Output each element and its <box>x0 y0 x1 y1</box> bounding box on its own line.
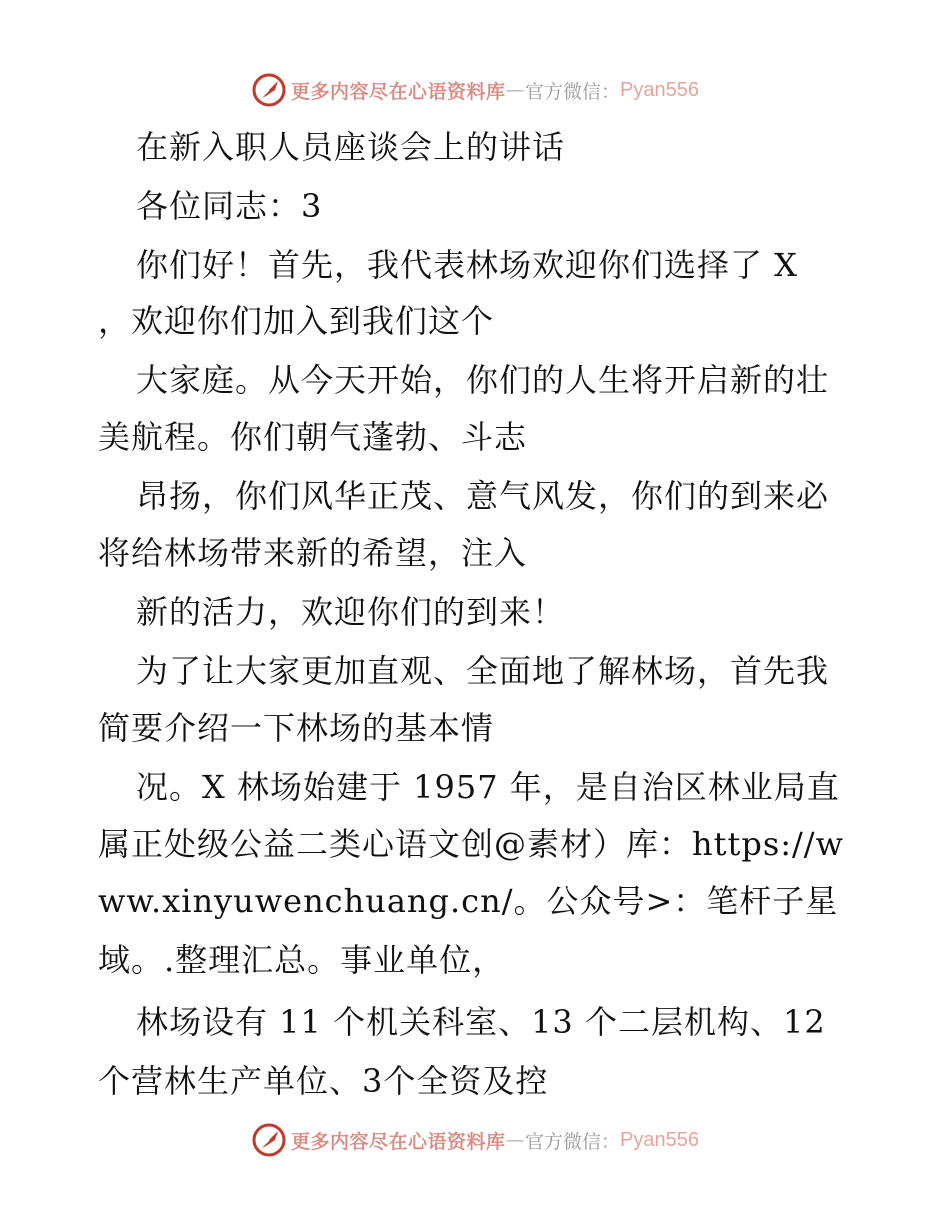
text-line: 大家庭。从今天开始，你们的人生将开启新的壮 <box>136 361 830 399</box>
text-line: 你们好！首先，我代表林场欢迎你们选择了 X <box>136 246 798 284</box>
text-line: 美航程。你们朝气蓬勃、斗志 <box>98 418 528 456</box>
text-line: 林场设有 11 个机关科室、13 个二层机构、12 <box>136 1003 826 1041</box>
text-line: 昂扬，你们风华正茂、意气风发，你们的到来必 <box>136 477 830 515</box>
quill-pen-circle-icon <box>251 1122 287 1158</box>
text-line: 况。X 林场始建于 1957 年，是自治区林业局直 <box>136 768 840 806</box>
quill-pen-circle-icon <box>251 72 287 108</box>
watermark-wechat-label: 官方微信： <box>525 80 621 103</box>
salutation: 各位同志：3 <box>136 187 323 225</box>
watermark-wechat-id: Pyan556 <box>620 1128 699 1151</box>
watermark-separator: — <box>505 1129 526 1151</box>
text-line: 域。.整理汇总。事业单位， <box>98 941 506 979</box>
text-line: 属正处级公益二类心语文创@素材）库：https://w <box>98 825 844 863</box>
watermark-site-name: 更多内容尽在心语资料库 <box>291 80 506 103</box>
watermark-wechat-label: 官方微信： <box>525 1130 621 1153</box>
text-line: 新的活力，欢迎你们的到来！ <box>136 593 566 631</box>
text-line: 简要介绍一下林场的基本情 <box>98 709 495 747</box>
text-line: 将给林场带来新的希望，注入 <box>98 534 528 572</box>
watermark-footer <box>0 1120 950 1160</box>
text-line: 个营林生产单位、3个全资及控 <box>98 1062 549 1100</box>
watermark-header <box>0 70 950 110</box>
text-line: 为了让大家更加直观、全面地了解林场，首先我 <box>136 652 830 690</box>
text-line: ，欢迎你们加入到我们这个 <box>98 302 495 340</box>
watermark-site-name: 更多内容尽在心语资料库 <box>291 1130 506 1153</box>
text-line: ww.xinyuwenchuang.cn/。公众号>：笔杆子星 <box>98 882 839 920</box>
watermark-wechat-id: Pyan556 <box>620 78 699 101</box>
watermark-separator: — <box>505 79 526 101</box>
document-title: 在新入职人员座谈会上的讲话 <box>136 128 566 166</box>
